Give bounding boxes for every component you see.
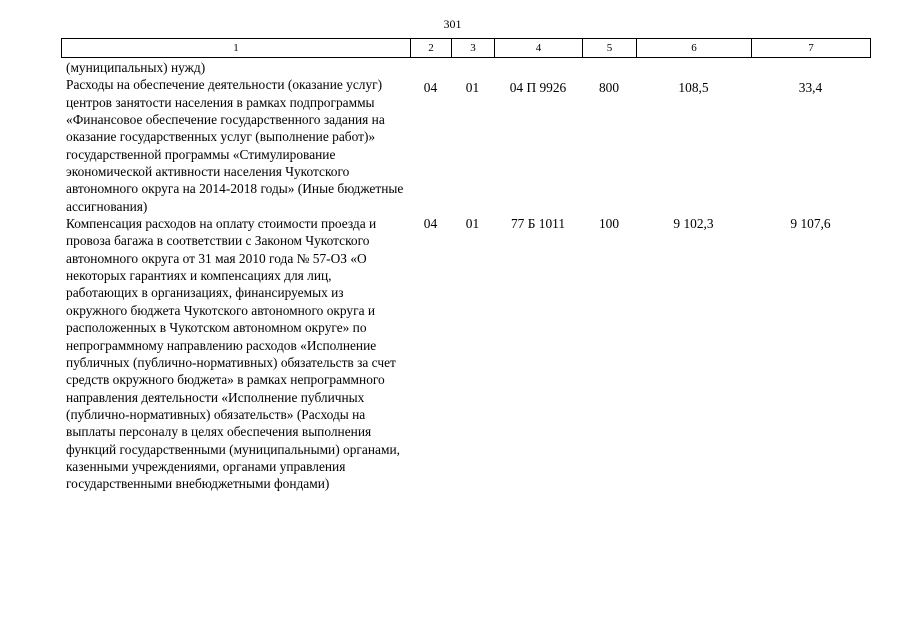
header-cell-4: 4 (495, 39, 583, 58)
header-cell-5: 5 (583, 39, 637, 58)
header-cell-1: 1 (62, 39, 411, 58)
expense-type-code: 100 (598, 216, 620, 232)
amount-col6: 9 102,3 (673, 216, 714, 232)
header-cell-2: 2 (411, 39, 452, 58)
section-code: 04 (423, 80, 438, 95)
expense-type-code: 800 (598, 80, 620, 95)
section-code: 04 (423, 216, 438, 232)
target-article-code: 77 Б 1011 (510, 216, 566, 232)
header-row (62, 39, 871, 58)
column-number-header (61, 38, 871, 58)
header-cell-3: 3 (452, 39, 495, 58)
continuation-text: (муниципальных) нужд) (66, 60, 206, 75)
table-row (61, 59, 870, 215)
row-description (61, 59, 410, 215)
budget-table (61, 59, 870, 493)
subsection-code: 01 (465, 80, 480, 95)
target-article-code: 04 П 9926 (509, 80, 567, 95)
subsection-code: 01 (465, 216, 480, 232)
amount-col7: 33,4 (798, 80, 823, 95)
amount-col6: 108,5 (678, 80, 709, 95)
row-description: Компенсация расходов на оплату стоимости проезда и провоза багажа в соответствии с Законом Чукотского автономного округа от 31 мая 2010 года № 57-ОЗ «О некоторых гарантиях и компенсациях для лиц, работающих в организациях, финансируемых из окружного бюджета Чукотского автономного округа и расположенных в Чукотском автономном округе» по непрограммному направлению расходов «Исполнение публичных (публично-нормативных) обязательств за счет средств окружного бюджета» в рамках непрограммного направления деятельности «Исполнение публичных (публично-нормативных) обязательств» (Расходы на выплаты персоналу в целях обеспечения выполнения функций государственными (муниципальными) органами, казенными учреждениями, органами управления государственными внебюджетными фондами) (66, 216, 400, 492)
header-cell-6: 6 (637, 39, 752, 58)
table-row (61, 215, 870, 493)
description-text: Расходы на обеспечение деятельности (оказание услуг) центров занятости населения в рамках подпрограммы «Финансовое обеспечение государственного задания на оказание государственных услуг (выполнение работ)» государственной программы «Стимулирование экономической активности населения Чукотского автономного округа на 2014-2018 годы» (Иные бюджетные ассигнования) (66, 77, 404, 214)
header-cell-7: 7 (752, 39, 871, 58)
amount-col7: 9 107,6 (790, 216, 831, 232)
page-number: 301 (443, 17, 462, 31)
